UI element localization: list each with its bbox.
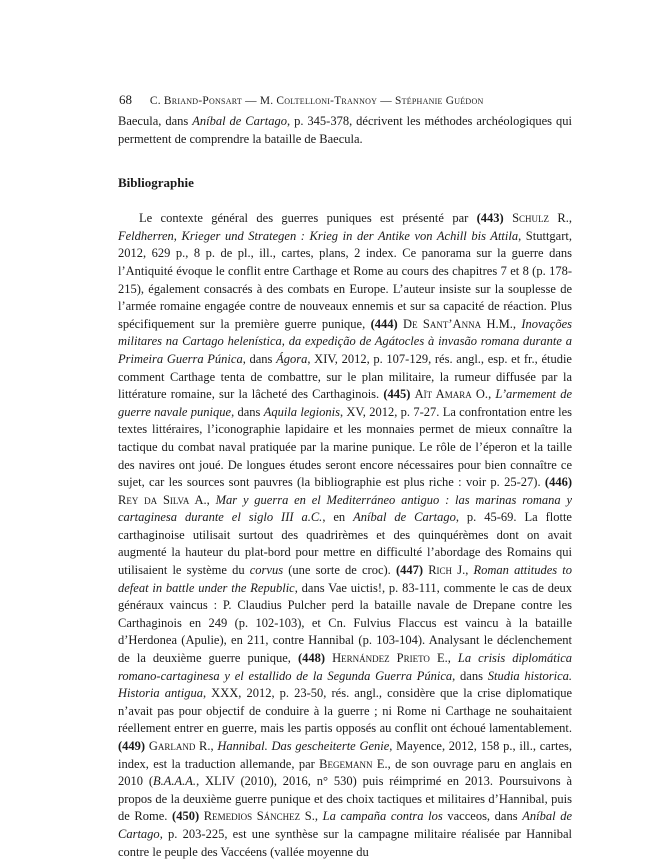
work-title: Feldherren, Krieger und Strategen : Krieg in der Antike von Achill bis Attila	[118, 228, 519, 243]
author-name: Aït Amara O.	[414, 387, 489, 402]
text-run: (une sorte de croc).	[283, 563, 396, 578]
text-run: , XLIV (2010), 2016, n° 530) puis réimprimé en 2013. Poursuivons à propos de la deuxième guerre punique et des choix tactiques et militaires d’Hannibal, puis de Rome.	[118, 774, 572, 824]
latin-term: corvus	[249, 563, 284, 578]
entry-number: (448)	[297, 651, 326, 666]
text-run: , XXX, 2012, p. 23-50, rés. angl., considère que la crise diplomatique n’avait pas pour objectif de conduire à la guerre ; ni Rome ni Carthage ne souhaitaient réellement entrer en guerre, mais les partis opposés au conflit ont échoué lamentablement.	[118, 686, 572, 736]
work-title: Roman attitudes to defeat in battle under the Republic	[118, 563, 573, 595]
journal-title: Aquila legionis	[263, 404, 340, 419]
text-run: , p. 345-378, décrivent les méthodes archéologiques qui permettent de comprendre la bataille de Baecula.	[118, 114, 572, 146]
text-run: , de son ouvrage paru en anglais en 2010 (	[118, 756, 573, 789]
text-run: , dans Vae uictis!, p. 83-111, commente le cas de deux généraux vaincus : P. Claudius Pulcher perd la bataille navale de Drepane contre les Carthaginois en 249 (p. 102-103), et Cn. Fulvius Flaccus est vaincu à la bataille d’Herdonea (Apulie), en 211, contre Hannibal (p. 103-104). Analysant le déclenchement de la deuxième guerre punique,	[118, 580, 573, 666]
entry-number: (449)	[118, 739, 146, 753]
main-text	[118, 113, 572, 861]
section-title: Bibliographie	[118, 175, 194, 191]
text-run: , dans	[242, 351, 277, 366]
text-run: ,	[465, 563, 474, 578]
author-name: Rey da Silva A.	[118, 492, 207, 507]
translator-name: Begemann E.	[319, 756, 388, 771]
text-run: , dans	[231, 404, 264, 419]
intro-paragraph	[118, 113, 572, 148]
text-run: ,	[512, 316, 522, 331]
text-run: , p. 203-225, est une synthèse sur la campagne militaire réalisée par Hannibal contre le peuple des Vaccéens (vallée moyenne du	[118, 826, 572, 859]
text-run: , en	[322, 510, 354, 525]
journal-title: Ágora	[276, 351, 308, 366]
text-run: ,	[488, 387, 496, 402]
text-run: ,	[210, 739, 218, 753]
text-run: Baecula, dans	[118, 114, 193, 128]
entry-number: (447)	[395, 563, 424, 578]
book-title: Aníbal de Cartago	[353, 510, 456, 525]
text-run: ,	[447, 651, 458, 666]
text-run: vacceos, dans	[442, 809, 523, 824]
entry-number: (444)	[370, 316, 398, 331]
work-title: Inovações militares na Cartago helenística, da expedição de Agátocles à invasão romana durante a Primeira Guerra Púnica	[118, 316, 573, 366]
text-run: , XIV, 2012, p. 107-129, rés. angl., esp. et fr., étudie comment Carthage tenta de combattre, sur le plan militaire, la rumeur diffusée par la littérature romaine, sur la lâcheté des Carthaginois.	[118, 351, 572, 402]
text-run: , Stuttgart, 2012, 629 p., 8 p. de pl., ill., cartes, plans, 2 index. Ce panorama sur la guerre dans l’Antiquité évoque le conflit entre Carthage et Rome au cours des chapitres 7 et 8 (p. 178-215), également consacrés à des combats en Europe. L’auteur insiste sur la souplesse de l’armée romaine engagée contre de nouveaux ennemis et sur sa capacité de réaction. Plus spécifiquement sur la première guerre punique,	[118, 228, 572, 331]
author-name: Rich J.	[428, 563, 466, 578]
author-name: Remedios Sánchez S.	[203, 809, 315, 824]
text-run: , p. 45-69. La flotte carthaginoise utilisait surtout des quadrirèmes et des quinquérèmes dont on avait augmenté la hauteur du plat-bord pour mettre en difficulté l’abordage des Romains qui utilisaient le système du	[118, 510, 572, 578]
journal-title: Studia historica. Historia antigua	[118, 668, 572, 701]
text-run: , Mayence, 2012, 158 p., ill., cartes, index, est la traduction allemande, par	[118, 739, 573, 771]
header-authors: C. Briand-Ponsart — M. Coltelloni-Trannoy — Stéphanie Guédon	[149, 95, 484, 107]
running-header	[119, 92, 573, 108]
work-title: La crisis diplomática romano-cartaginesa y el estallido de la Segunda Guerra Púnica	[118, 651, 572, 683]
book-title: Aníbal de Cartago	[118, 809, 572, 841]
text-run: ,	[568, 211, 572, 226]
text-run: Le contexte général des guerres puniques est présenté par	[139, 211, 477, 226]
work-title: Mar y guerra en el Mediterráneo antiguo : las marinas romana y cartaginesa durante el siglo III a.C.	[118, 492, 572, 525]
text-run: , dans	[452, 668, 488, 683]
author-name: Hernández Prieto E.	[332, 651, 448, 666]
bibliography-paragraph	[118, 210, 572, 861]
work-title: L’armement de guerre navale punique	[118, 387, 573, 419]
page-number: 68	[119, 92, 132, 107]
entry-number: (446)	[544, 475, 572, 490]
text-run: , XV, 2012, p. 7-27. La confrontation entre les textes littéraires, l’iconographie lapidaire et les monnaies permet de mieux connaître la tactique du combat naval pratiquée par la marine punique. Le rôle de l’éperon et la taille des navires ont joué. De longues études seront encore nécessaires pour bien connaître ce sujet, car les sources sont pauvres (la bibliographie est plus riche : voir p. 25-27).	[118, 404, 572, 490]
entry-number: (445)	[383, 387, 411, 402]
work-title: Hannibal. Das gescheiterte Genie	[217, 739, 390, 753]
author-name: Garland R.	[148, 739, 211, 753]
entry-number: (450)	[172, 809, 200, 824]
book-title: Aníbal de Cartago	[192, 114, 287, 128]
entry-number: (443)	[476, 211, 504, 226]
author-name: De Sant’Anna H.M.	[403, 316, 513, 331]
text-run: ,	[314, 809, 323, 824]
journal-title: B.A.A.A.	[153, 774, 197, 789]
text-run: ,	[206, 492, 216, 507]
work-title: La campaña contra los	[322, 809, 443, 824]
author-name: Schulz R.	[512, 211, 569, 226]
